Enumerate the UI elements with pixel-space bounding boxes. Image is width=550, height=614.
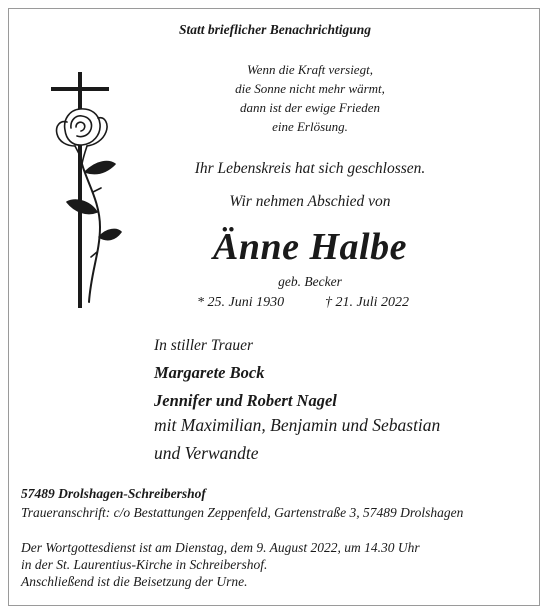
circle-line: Ihr Lebenskreis hat sich geschlossen. xyxy=(194,160,426,177)
poem-line: eine Erlösung. xyxy=(272,119,348,134)
farewell-line: Wir nehmen Abschied von xyxy=(229,193,391,210)
cross-icon xyxy=(45,72,125,312)
notice-header: Statt brieflicher Benachrichtigung xyxy=(178,22,372,37)
mourner-line: mit Maximilian, Benjamin und Sebastian xyxy=(154,415,441,435)
mourning-intro: In stiller Trauer xyxy=(154,337,254,354)
cross-with-rose xyxy=(45,72,125,312)
service-line: Anschließend ist die Beisetzung der Urne. xyxy=(21,574,248,589)
poem-line: dann ist der ewige Frieden xyxy=(239,100,381,115)
service-info xyxy=(21,539,420,590)
birth-date: * 25. Juni 1930 xyxy=(197,295,285,310)
mourner-name: Margarete Bock xyxy=(154,363,265,382)
poem-line: Wenn die Kraft versiegt, xyxy=(247,62,373,77)
maiden-name: geb. Becker xyxy=(278,274,342,289)
death-date: † 21. Juli 2022 xyxy=(325,295,409,310)
service-line: Der Wortgottesdienst ist am Dienstag, dem 9. August 2022, um 14.30 Uhr xyxy=(21,540,420,555)
poem xyxy=(150,60,470,136)
poem-line: die Sonne nicht mehr wärmt, xyxy=(235,81,385,96)
mourner-name: Jennifer und Robert Nagel xyxy=(154,391,337,410)
rose-icon xyxy=(57,109,121,302)
place-line: 57489 Drolshagen-Schreibershof xyxy=(21,486,206,501)
mourning-address: Traueranschrift: c/o Bestattungen Zeppenfeld, Gartenstraße 3, 57489 Drolshagen xyxy=(21,505,464,520)
deceased-name: Änne Halbe xyxy=(213,226,407,268)
service-line: in der St. Laurentius-Kirche in Schreibershof. xyxy=(21,557,268,572)
mourner-line: und Verwandte xyxy=(154,443,259,463)
